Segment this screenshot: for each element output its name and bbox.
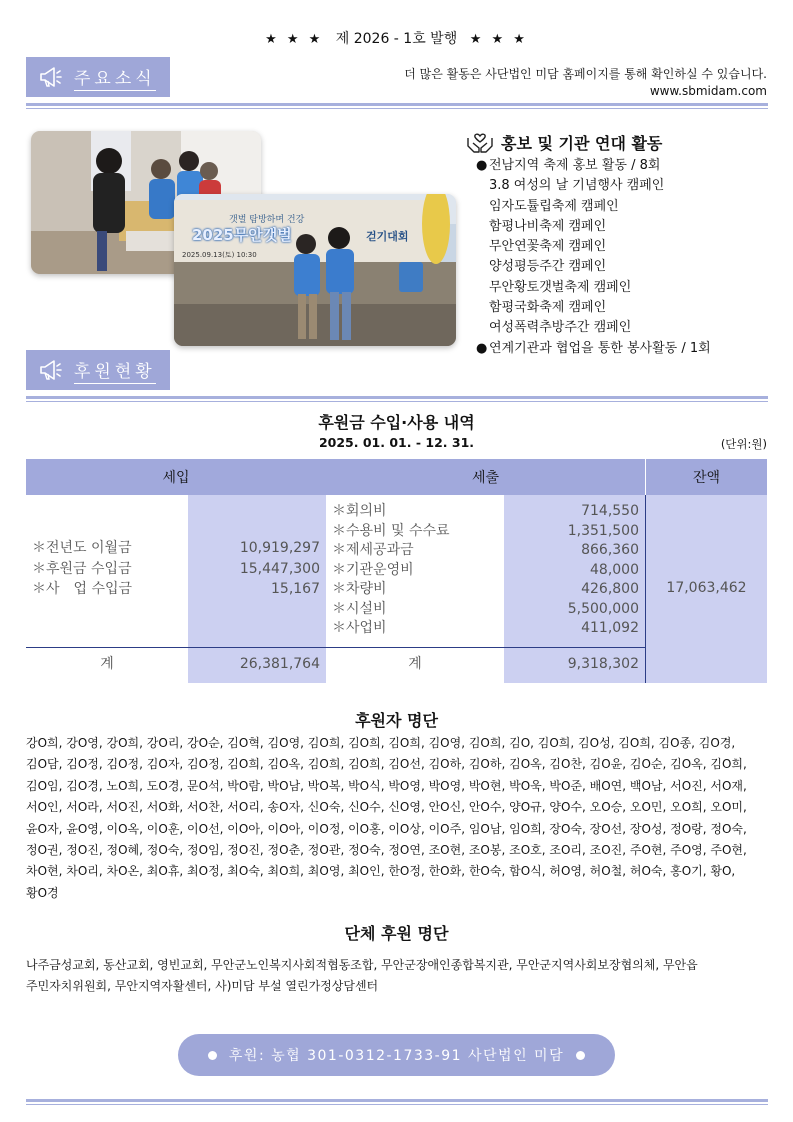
expense-label: ＊회의비 bbox=[332, 503, 387, 519]
header-income: 세입 bbox=[26, 459, 326, 495]
photo-event-image bbox=[174, 194, 456, 346]
donors-title: 후원자 명단 bbox=[355, 711, 438, 730]
footer-divider bbox=[26, 1099, 768, 1102]
homepage-url: www.sbmidam.com bbox=[649, 84, 767, 98]
income-value: 15,447,300 bbox=[239, 560, 320, 577]
donation-account: 후원: 농협 301-0312-1733-91 사단법인 미담 bbox=[228, 1048, 565, 1064]
section-divider-thin bbox=[26, 108, 768, 109]
expense-label: ＊차량비 bbox=[332, 581, 387, 597]
megaphone-icon bbox=[38, 65, 64, 89]
income-total-label: 계 bbox=[100, 656, 114, 672]
income-value: 15,167 bbox=[271, 581, 320, 597]
stars-right: ★ ★ ★ bbox=[469, 32, 528, 47]
news-section-title: 주요소식 bbox=[74, 64, 156, 91]
list-item: 무안황토갯벌축제 캠페인 bbox=[489, 279, 632, 295]
expense-label: ＊사업비 bbox=[332, 620, 387, 636]
list-item: 양성평등주간 캠페인 bbox=[489, 259, 607, 275]
donors-list: 강O희, 강O영, 강O희, 강O리, 강O순, 김O혁, 김O영, 김O희, 김O희, 김O희, 김O영, 김O희, 김O, 김O희, 김O성, 김O희, 김O종, 김O경, 김O담, 김O정, 김O정, 김O자, 김O정, 김O희, 김O옥, 김O희, 김O희, 김O선, 김O하, 김O하, 김O옥, 김O찬, 김O윤, 김O순, 김O옥, 김O희, 김O임, 김O경, 노O희, 도O경, 문O석, 박O람, 박O남, 박O복, 박O식, 박O영, 박O영, 박O현, 박O욱, 박O준, 배O연, 백O남, 서O진, 서O재, 서O인, 서O라, 서O진, 서O화, 서O찬, 서O리, 송O자, 신O숙, 신O수, 신O영, 안O신, 안O수, 양O규, 양O수, 오O승, 오O민, 오O희, 오O미, 윤O자, 윤O영, 이O옥, 이O훈, 이O선, 이O아, 이O아, 이O정, 이O홍, 이O상, 이O주, 임O남, 임O희, 장O숙, 장O선, 장O성, 정O랑, 정O숙, 정O권, 정O진, 정O혜, 정O숙, 정O임, 정O진, 정O춘, 정O관, 정O숙, 정O연, 조O현, 조O봉, 조O호, 조O리, 조O진, 주O현, 주O영, 주O현, 차O현, 차O리, 차O온, 최O휴, 최O정, 최O숙, 최O희, 최O영, 최O인, 한O정, 한O화, 한O숙, 함O식, 허O영, 허O철, 허O숙, 홍O기, 황O, 황O경 bbox=[26, 736, 747, 900]
hands-heart-icon bbox=[465, 130, 495, 154]
donation-account-pill bbox=[178, 1034, 615, 1076]
list-item: 여성폭력추방주간 캠페인 bbox=[489, 320, 632, 336]
expense-total-value: 9,318,302 bbox=[567, 656, 639, 672]
footer-divider-thin bbox=[26, 1104, 768, 1105]
bullet-icon: ● bbox=[476, 158, 488, 173]
table-period: 2025. 01. 01. - 12. 31. bbox=[318, 435, 475, 450]
dot-icon bbox=[576, 1051, 585, 1060]
list-item: ● 연계기관과 협업을 통한 봉사활동 / 1회 bbox=[476, 339, 711, 359]
expense-labels bbox=[332, 502, 502, 639]
expense-values bbox=[504, 502, 639, 639]
photo-walking-event bbox=[174, 194, 456, 346]
expense-label: ＊시설비 bbox=[332, 600, 387, 617]
expense-value: 48,000 bbox=[590, 561, 639, 578]
support-section-tag bbox=[26, 350, 170, 390]
groups-title: 단체 후원 명단 bbox=[344, 924, 449, 943]
balance-value: 17,063,462 bbox=[666, 580, 747, 596]
promo-list bbox=[476, 156, 711, 359]
stars-left: ★ ★ ★ bbox=[265, 32, 324, 47]
groups-list: 나주금성교회, 동산교회, 영빈교회, 무안군노인복지사회적협동조합, 무안군장애인종합복지관, 무안군지역사회보장협의체, 무안읍 주민자치위원회, 무안지역자활센터, 사)미담 부설 열린가정상담센터 bbox=[26, 958, 698, 994]
expense-value: 866,360 bbox=[581, 542, 639, 558]
event-banner-title: 2025무안갯벌 bbox=[192, 226, 292, 244]
support-section-title: 후원현황 bbox=[74, 357, 156, 384]
income-values bbox=[188, 538, 320, 600]
list-item: 함평나비축제 캠페인 bbox=[489, 218, 607, 234]
table-unit: (단위:원) bbox=[720, 437, 767, 451]
expense-value: 411,092 bbox=[581, 620, 639, 636]
event-banner-subtitle: 갯벌 탐방하며 건강 bbox=[229, 215, 305, 225]
section-divider-thin bbox=[26, 401, 768, 402]
issue-number: 제 2026 - 1호 발행 bbox=[335, 31, 458, 47]
news-section-tag bbox=[26, 57, 170, 97]
list-item: 함평국화축제 캠페인 bbox=[489, 300, 607, 316]
header-expense: 세출 bbox=[326, 459, 645, 495]
expense-value: 714,550 bbox=[581, 503, 639, 519]
expense-value: 426,800 bbox=[581, 581, 639, 597]
income-total-value: 26,381,764 bbox=[239, 656, 320, 672]
section-divider bbox=[26, 396, 768, 399]
expense-value: 5,500,000 bbox=[567, 600, 639, 617]
table-title: 후원금 수입·사용 내역 bbox=[318, 413, 475, 432]
homepage-note bbox=[404, 66, 767, 100]
total-divider bbox=[26, 647, 646, 648]
finance-table bbox=[26, 459, 767, 683]
income-value: 10,919,297 bbox=[239, 540, 320, 556]
expense-value: 1,351,500 bbox=[567, 522, 639, 539]
expense-total-label: 계 bbox=[408, 656, 422, 672]
event-banner-end: 걷기대회 bbox=[366, 230, 409, 243]
promo-title: 홍보 및 기관 연대 활동 bbox=[501, 133, 663, 153]
income-label: ＊후원금 수입금 bbox=[32, 560, 132, 577]
list-item: ● 전남지역 축제 홍보 활동 / 8회 bbox=[476, 156, 711, 176]
expense-label: ＊제세공과금 bbox=[332, 542, 414, 558]
list-item: 3.8 여성의 날 기념행사 캠페인 bbox=[489, 178, 665, 194]
megaphone-icon bbox=[38, 358, 64, 382]
income-labels bbox=[32, 538, 182, 600]
list-item: 무안연꽃축제 캠페인 bbox=[489, 239, 607, 255]
issue-header bbox=[0, 28, 793, 48]
dot-icon bbox=[208, 1051, 217, 1060]
promo-heading bbox=[465, 130, 662, 154]
event-banner-date: 2025.09.13(토) 10:30 bbox=[182, 251, 257, 259]
income-label: ＊전년도 이월금 bbox=[32, 540, 132, 556]
header-balance: 잔액 bbox=[646, 459, 767, 495]
section-divider bbox=[26, 103, 768, 106]
income-label: ＊사 업 수입금 bbox=[32, 581, 133, 597]
expense-label: ＊기관운영비 bbox=[332, 561, 414, 578]
list-item: 임자도튤립축제 캠페인 bbox=[489, 198, 619, 214]
bullet-icon: ● bbox=[476, 340, 488, 356]
homepage-note-text: 더 많은 활동은 사단법인 미담 홈페이지를 통해 확인하실 수 있습니다. bbox=[404, 67, 767, 81]
expense-label: ＊수용비 및 수수료 bbox=[332, 522, 450, 539]
